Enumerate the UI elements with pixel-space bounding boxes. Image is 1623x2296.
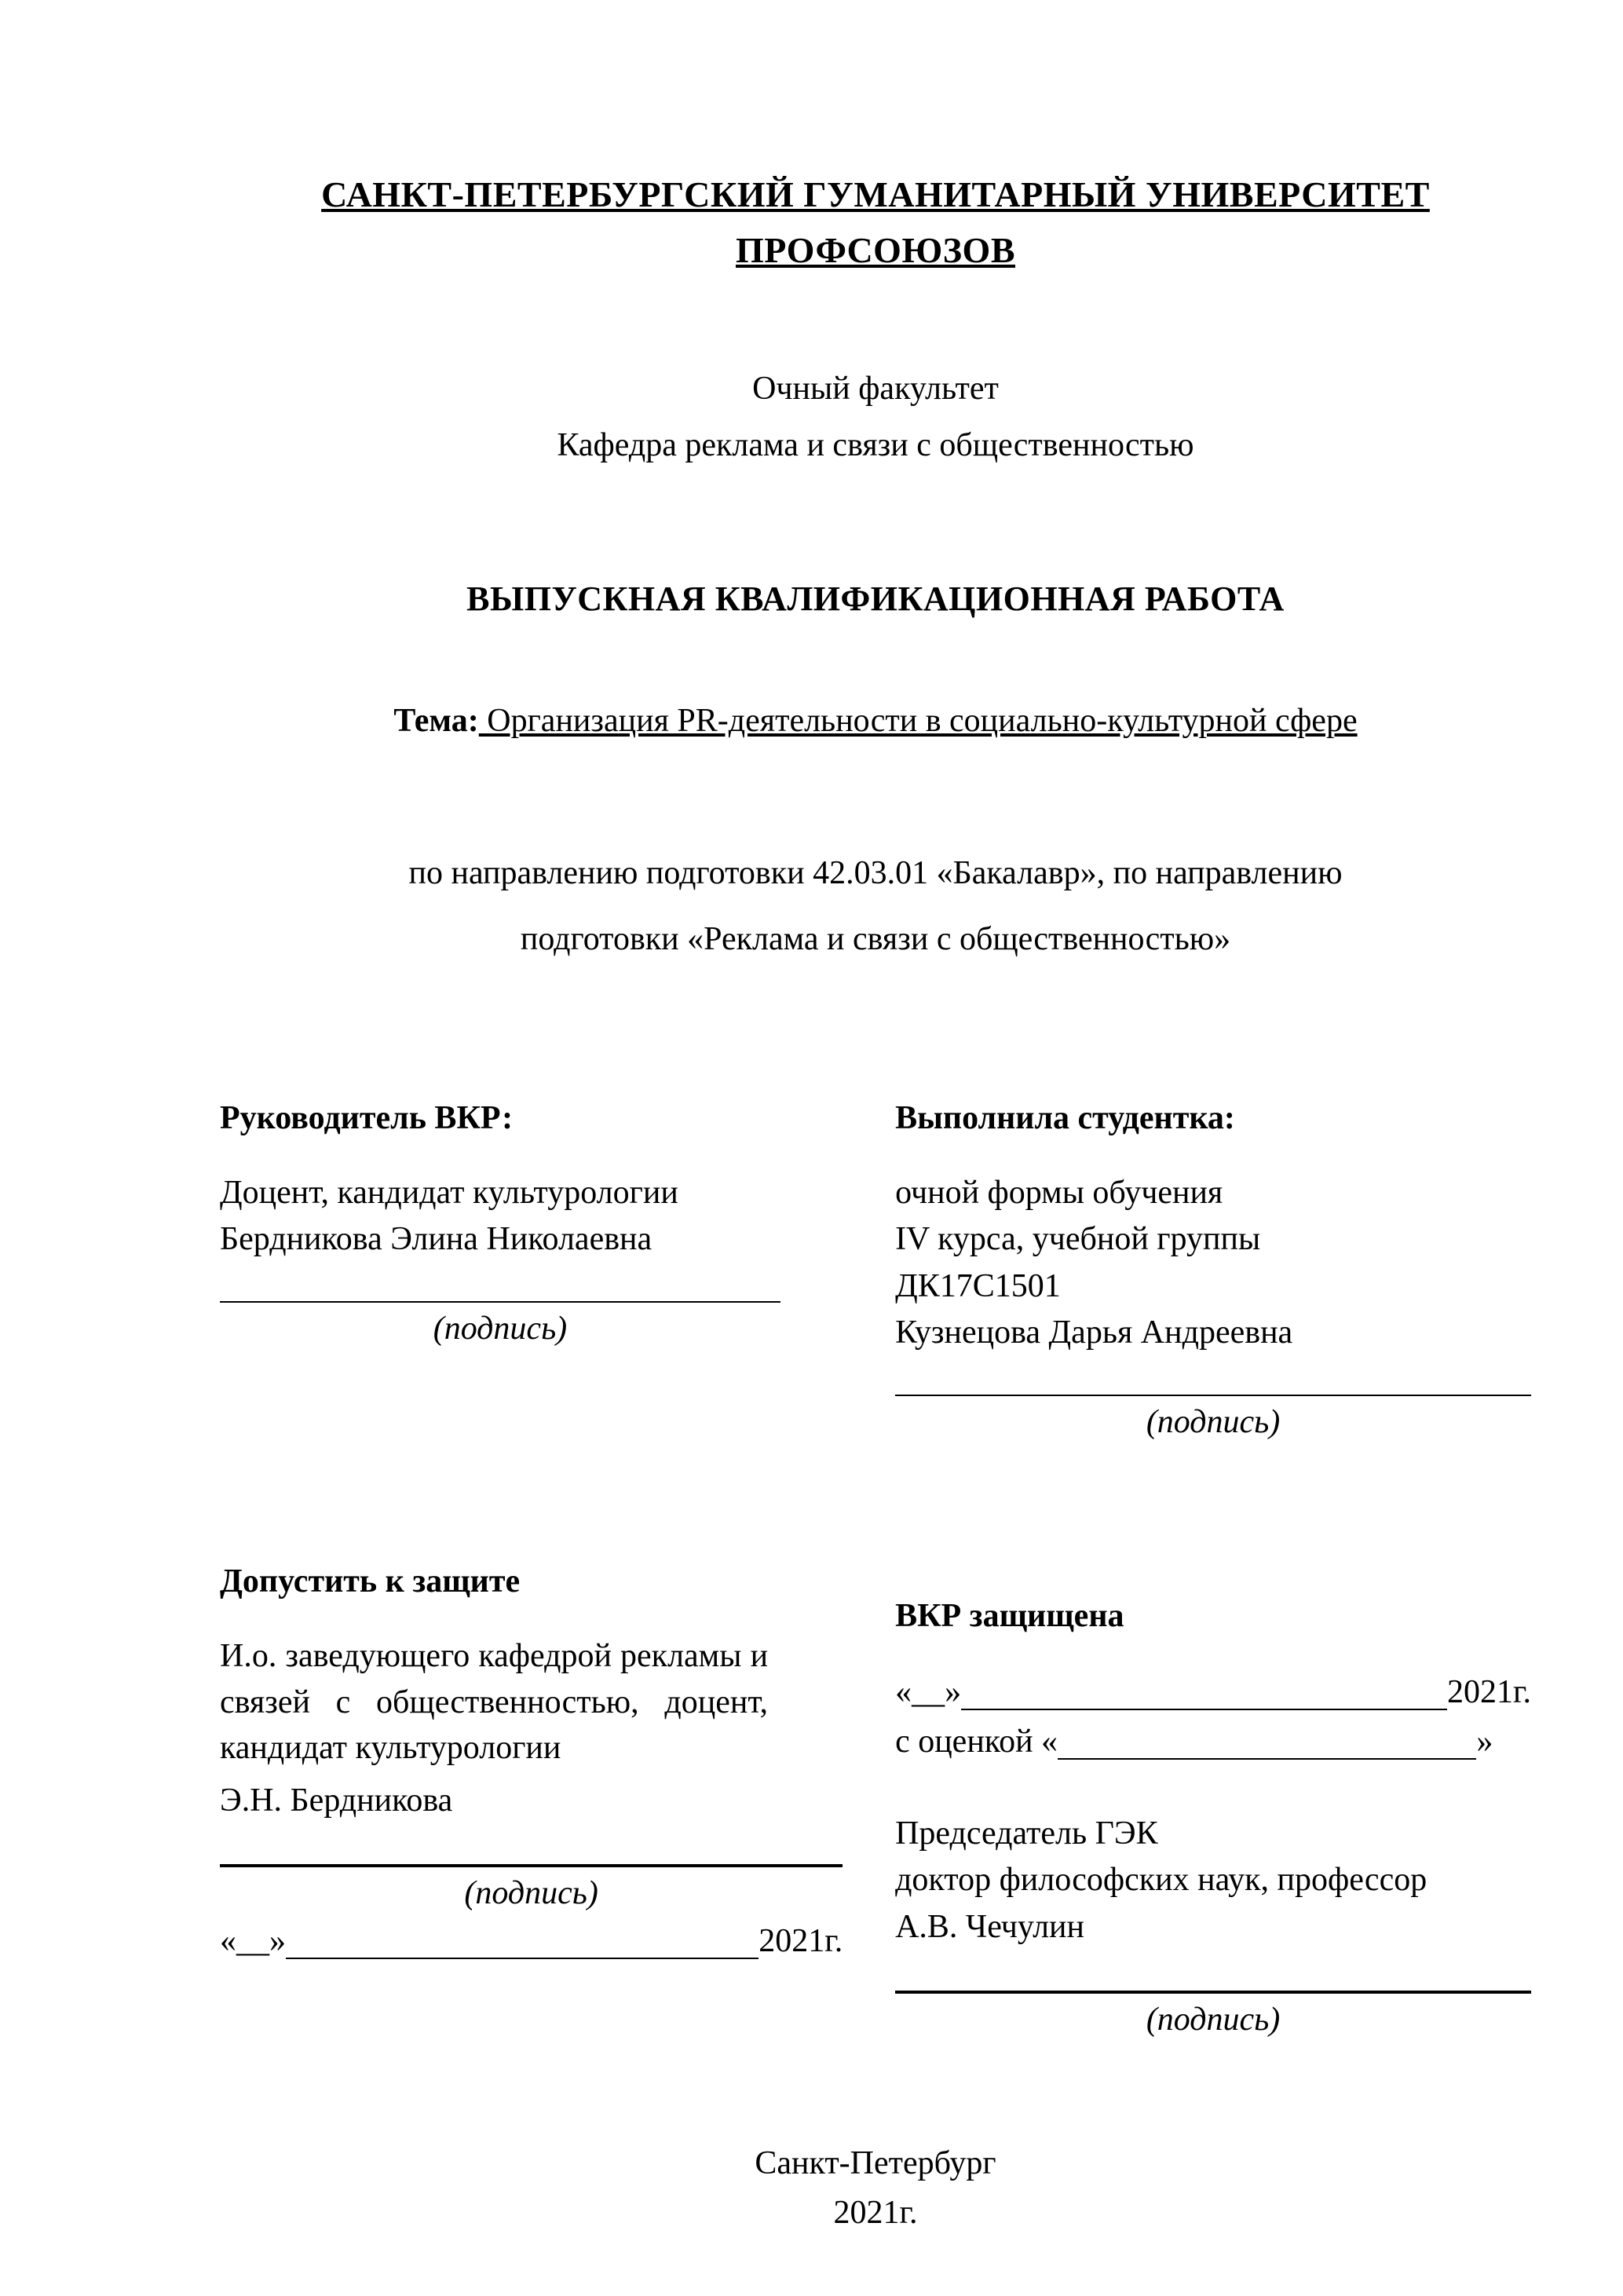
supervisor-heading: Руководитель ВКР: — [220, 1099, 514, 1136]
supervisor-name: Бердникова Элина Николаевна — [220, 1221, 652, 1258]
admission-name: Э.Н. Бердникова — [220, 1782, 453, 1819]
supervisor-signature-area — [220, 1263, 780, 1353]
defense-date-prefix: «__» — [895, 1673, 962, 1710]
defense-grade-prefix: с оценкой « — [895, 1723, 1058, 1760]
student-group-code: ДК17С1501 — [895, 1267, 1061, 1304]
student-form-of-study: очной формы обучения — [895, 1174, 1223, 1211]
defense-block — [895, 1597, 1531, 2044]
defense-grade-line — [895, 1717, 1493, 1767]
admission-body: И.о. заведующего кафедрой рекламы и связей с общественностью, доцент, кандидат культурологии — [220, 1637, 769, 1767]
defense-grade-blank — [1058, 1758, 1476, 1760]
footer-city: Санкт-Петербург — [755, 2145, 996, 2182]
student-block — [895, 1099, 1531, 1446]
admission-date-prefix: «__» — [220, 1923, 286, 1960]
admission-date-year: 2021г. — [758, 1923, 843, 1960]
chairman-title: доктор философских наук, профессор — [895, 1862, 1427, 1899]
admission-heading: Допустить к защите — [220, 1563, 521, 1600]
faculty-line: Очный факультет — [752, 370, 999, 407]
student-heading: Выполнила студентка: — [895, 1099, 1235, 1136]
defense-signature-caption: (подпись) — [1146, 2001, 1281, 2038]
chairman-label: Председатель ГЭК — [895, 1815, 1158, 1852]
defense-grade-suffix: » — [1476, 1723, 1493, 1760]
admission-signature-line — [220, 1825, 843, 1867]
department-line: Кафедра реклама и связи с общественностью — [557, 426, 1194, 463]
direction-line2: подготовки «Реклама и связи с общественностью» — [520, 920, 1231, 957]
theme-value: Организация PR-деятельности в социально-культурной сфере — [478, 702, 1358, 739]
university-name-line2: ПРОФСОЮЗОВ — [736, 230, 1015, 271]
admission-signature-caption: (подпись) — [464, 1874, 598, 1911]
student-signature-area — [895, 1357, 1531, 1446]
student-signature-line — [895, 1357, 1531, 1396]
defense-heading: ВКР защищена — [895, 1597, 1124, 1634]
university-name — [220, 166, 1531, 279]
theme-label: Тема: — [393, 702, 479, 739]
signature-row-1 — [220, 1099, 1531, 1446]
admission-block — [220, 1563, 843, 2044]
supervisor-signature-caption: (подпись) — [433, 1310, 568, 1347]
chairman-name: А.В. Чечулин — [895, 1908, 1084, 1945]
work-type-heading: ВЫПУСКНАЯ КВАЛИФИКАЦИОННАЯ РАБОТА — [466, 579, 1285, 618]
student-course-group: IV курса, учебной группы — [895, 1221, 1261, 1258]
defense-date-line — [895, 1668, 1531, 1717]
footer-block — [220, 2139, 1531, 2238]
chairman-block — [895, 1811, 1531, 1951]
theme-line — [220, 702, 1531, 740]
direction-line1: по направлению подготовки 42.03.01 «Бакалавр», по направлению — [408, 854, 1343, 891]
footer-year: 2021г. — [833, 2195, 918, 2232]
supervisor-signature-line — [220, 1263, 780, 1303]
supervisor-block — [220, 1099, 843, 1446]
direction-block — [220, 840, 1531, 972]
supervisor-degree: Доцент, кандидат культурологии — [220, 1174, 678, 1211]
admission-date-blank — [286, 1958, 758, 1959]
defense-date-year: 2021г. — [1447, 1673, 1531, 1710]
student-name: Кузнецова Дарья Андреевна — [895, 1314, 1293, 1351]
defense-signature-line — [895, 1951, 1531, 1994]
university-name-line1: САНКТ-ПЕТЕРБУРГСКИЙ ГУМАНИТАРНЫЙ УНИВЕРСИТЕТ — [321, 174, 1430, 214]
admission-date-line — [220, 1917, 843, 1966]
signature-row-2 — [220, 1563, 1531, 2044]
defense-date-blank — [961, 1709, 1447, 1710]
student-signature-caption: (подпись) — [1146, 1404, 1281, 1441]
